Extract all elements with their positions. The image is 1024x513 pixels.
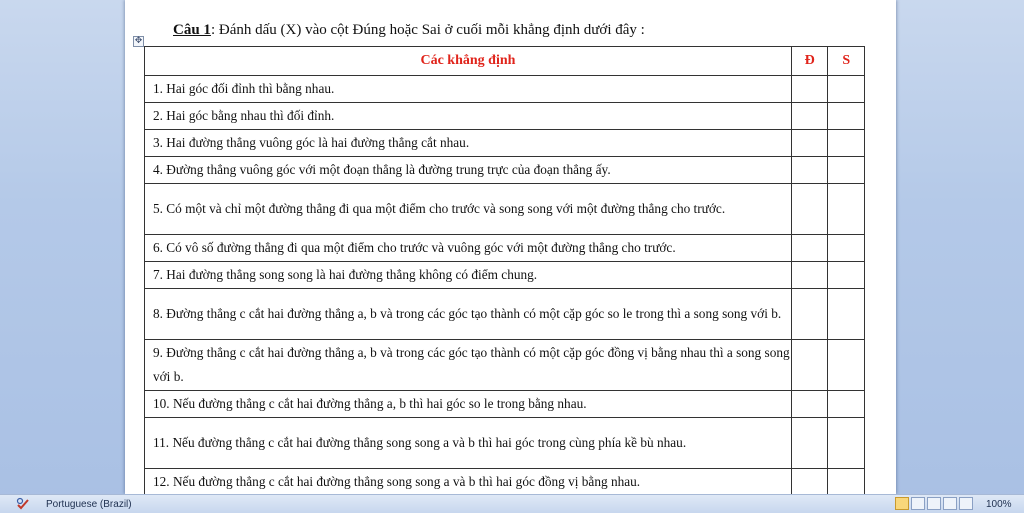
false-mark-cell[interactable] — [828, 157, 865, 184]
true-mark-cell[interactable] — [791, 130, 828, 157]
table-row — [145, 184, 865, 235]
true-mark-cell[interactable] — [791, 469, 828, 495]
statement-cell[interactable]: 7. Hai đường thẳng song song là hai đường thẳng không có điểm chung. — [145, 262, 792, 289]
table-body — [145, 76, 865, 495]
true-mark-cell[interactable] — [791, 157, 828, 184]
true-mark-cell[interactable] — [791, 262, 828, 289]
statement-cell[interactable]: 6. Có vô số đường thẳng đi qua một điểm cho trước và vuông góc với một đường thẳng cho trước. — [145, 235, 792, 262]
false-mark-cell[interactable] — [828, 262, 865, 289]
true-mark-cell[interactable] — [791, 289, 828, 340]
false-mark-cell[interactable] — [828, 235, 865, 262]
question-heading — [173, 22, 645, 39]
false-mark-cell[interactable] — [828, 289, 865, 340]
table-row — [145, 76, 865, 103]
table-header-row — [145, 47, 865, 76]
print-layout-view-button[interactable] — [895, 497, 909, 510]
table-row — [145, 289, 865, 340]
header-false: S — [828, 47, 865, 76]
header-statements: Các khẳng định — [145, 47, 792, 76]
false-mark-cell[interactable] — [828, 418, 865, 469]
false-mark-cell[interactable] — [828, 130, 865, 157]
false-mark-cell[interactable] — [828, 391, 865, 418]
false-mark-cell[interactable] — [828, 103, 865, 130]
table-row — [145, 418, 865, 469]
spellcheck-icon[interactable] — [16, 497, 30, 511]
statement-cell[interactable]: 4. Đường thẳng vuông góc với một đoạn thẳng là đường trung trực của đoạn thẳng ấy. — [145, 157, 792, 184]
zoom-level[interactable]: 100% — [986, 499, 1012, 510]
table-row — [145, 157, 865, 184]
question-number: Câu 1 — [173, 22, 211, 38]
draft-view-button[interactable] — [959, 497, 973, 510]
full-screen-reading-view-button[interactable] — [911, 497, 925, 510]
web-layout-view-button[interactable] — [927, 497, 941, 510]
view-buttons — [895, 497, 973, 511]
table-row — [145, 130, 865, 157]
document-page[interactable] — [125, 0, 896, 494]
statement-cell[interactable]: 8. Đường thẳng c cắt hai đường thẳng a, b và trong các góc tạo thành có một cặp góc so le trong thì a song song với b. — [145, 289, 792, 340]
statement-cell[interactable]: 9. Đường thẳng c cắt hai đường thẳng a, b và trong các góc tạo thành có một cặp góc đồng vị bằng nhau thì a song song với b. — [145, 340, 792, 391]
statement-cell[interactable]: 5. Có một và chỉ một đường thẳng đi qua một điểm cho trước và song song với một đường thẳng cho trước. — [145, 184, 792, 235]
false-mark-cell[interactable] — [828, 469, 865, 495]
header-true: Đ — [791, 47, 828, 76]
statement-cell[interactable]: 1. Hai góc đối đỉnh thì bằng nhau. — [145, 76, 792, 103]
true-mark-cell[interactable] — [791, 418, 828, 469]
table-row — [145, 391, 865, 418]
statement-cell[interactable]: 2. Hai góc bằng nhau thì đối đỉnh. — [145, 103, 792, 130]
outline-view-button[interactable] — [943, 497, 957, 510]
false-mark-cell[interactable] — [828, 340, 865, 391]
true-mark-cell[interactable] — [791, 76, 828, 103]
statement-cell[interactable]: 10. Nếu đường thẳng c cắt hai đường thẳng a, b thì hai góc so le trong bằng nhau. — [145, 391, 792, 418]
statement-cell[interactable]: 11. Nếu đường thẳng c cắt hai đường thẳng song song a và b thì hai góc trong cùng phía kề bù nhau. — [145, 418, 792, 469]
statement-cell[interactable]: 3. Hai đường thẳng vuông góc là hai đường thẳng cắt nhau. — [145, 130, 792, 157]
false-mark-cell[interactable] — [828, 76, 865, 103]
table-move-handle-icon[interactable]: ✥ — [134, 36, 143, 46]
true-mark-cell[interactable] — [791, 103, 828, 130]
status-bar — [0, 494, 1024, 513]
table-row — [145, 262, 865, 289]
true-mark-cell[interactable] — [791, 340, 828, 391]
table-row — [145, 235, 865, 262]
table-row — [145, 340, 865, 391]
statement-cell[interactable]: 12. Nếu đường thẳng c cắt hai đường thẳng song song a và b thì hai góc đồng vị bằng nhau. — [145, 469, 792, 495]
false-mark-cell[interactable] — [828, 184, 865, 235]
true-mark-cell[interactable] — [791, 235, 828, 262]
true-mark-cell[interactable] — [791, 391, 828, 418]
question-text: : Đánh dấu (X) vào cột Đúng hoặc Sai ở cuối mỗi khẳng định dưới đây : — [210, 22, 645, 38]
table-row — [145, 469, 865, 495]
table-row — [145, 103, 865, 130]
language-indicator[interactable]: Portuguese (Brazil) — [46, 499, 132, 510]
true-mark-cell[interactable] — [791, 184, 828, 235]
statements-table — [144, 46, 865, 494]
